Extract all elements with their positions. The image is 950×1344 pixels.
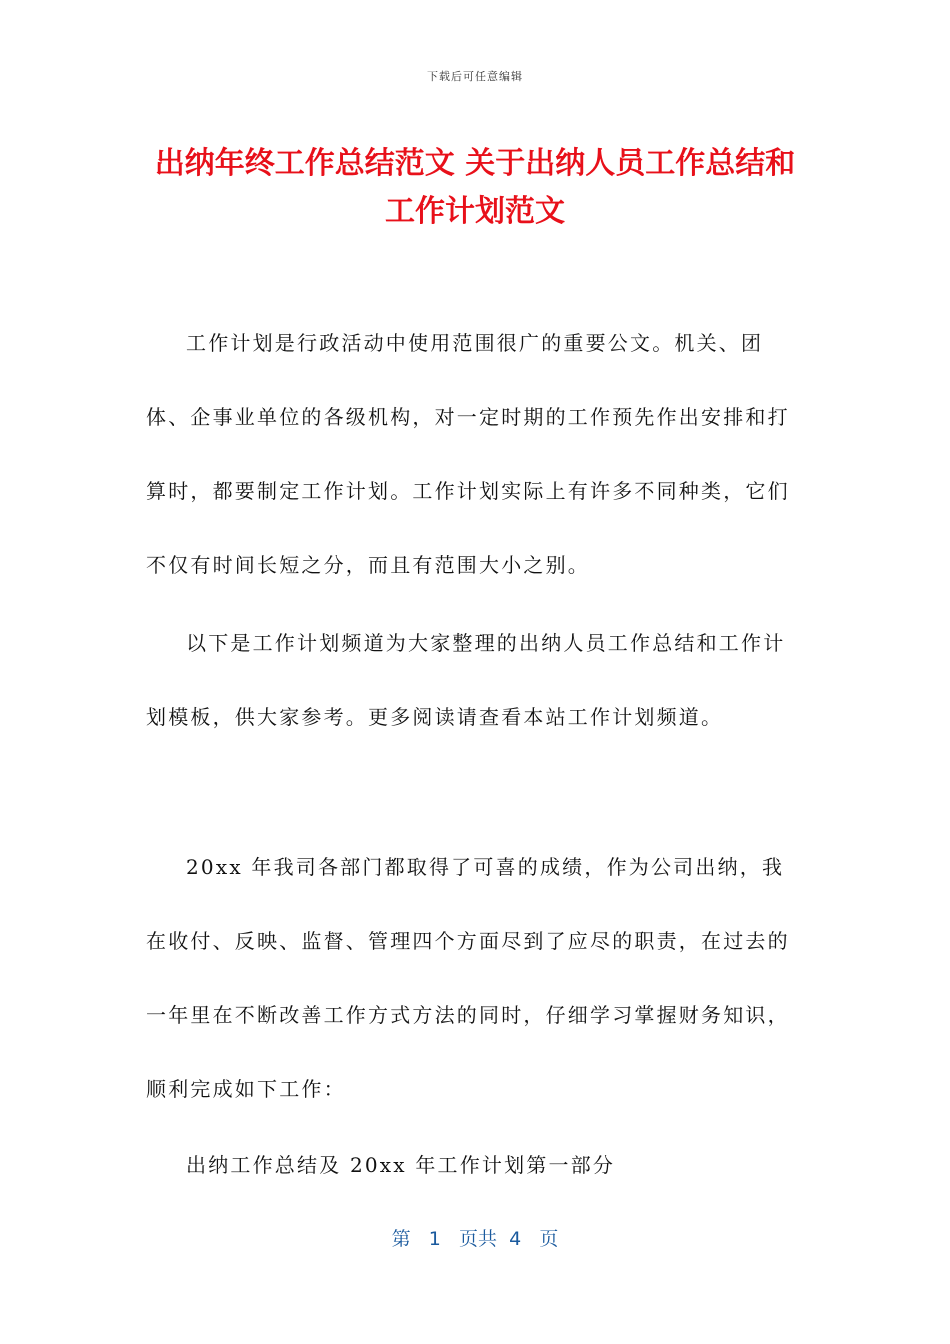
page-label-suffix: 页 bbox=[539, 1228, 559, 1250]
paragraph-intro: 工作计划是行政活动中使用范围很广的重要公文。机关、团体、企事业单位的各级机构，对一定时期的工作预先作出安排和打算时，都要制定工作计划。工作计划实际上有许多不同种类，它们不仅有时间长短之分，而且有范围大小之别。 bbox=[146, 331, 790, 577]
section-heading: 出纳工作总结及 20xx 年工作计划第一部分 bbox=[186, 1153, 616, 1177]
page-number-footer bbox=[0, 1224, 950, 1251]
current-page-number: 1 bbox=[428, 1228, 441, 1250]
total-pages-number: 4 bbox=[509, 1228, 522, 1250]
paragraph-reference: 以下是工作计划频道为大家整理的出纳人员工作总结和工作计划模板，供大家参考。更多阅读请查看本站工作计划频道。 bbox=[146, 631, 786, 729]
header-note: 下载后可任意编辑 bbox=[427, 70, 523, 83]
page-label-prefix: 第 bbox=[391, 1228, 411, 1250]
paragraph-summary: 20xx 年我司各部门都取得了可喜的成绩，作为公司出纳，我在收付、反映、监督、管理四个方面尽到了应尽的职责，在过去的一年里在不断改善工作方式方法的同时，仔细学习掌握财务知识，顺利完成如下工作： bbox=[146, 855, 790, 1101]
document-title: 出纳年终工作总结范文 关于出纳人员工作总结和工作计划范文 bbox=[154, 146, 796, 229]
page-label-mid: 页共 bbox=[459, 1228, 498, 1250]
